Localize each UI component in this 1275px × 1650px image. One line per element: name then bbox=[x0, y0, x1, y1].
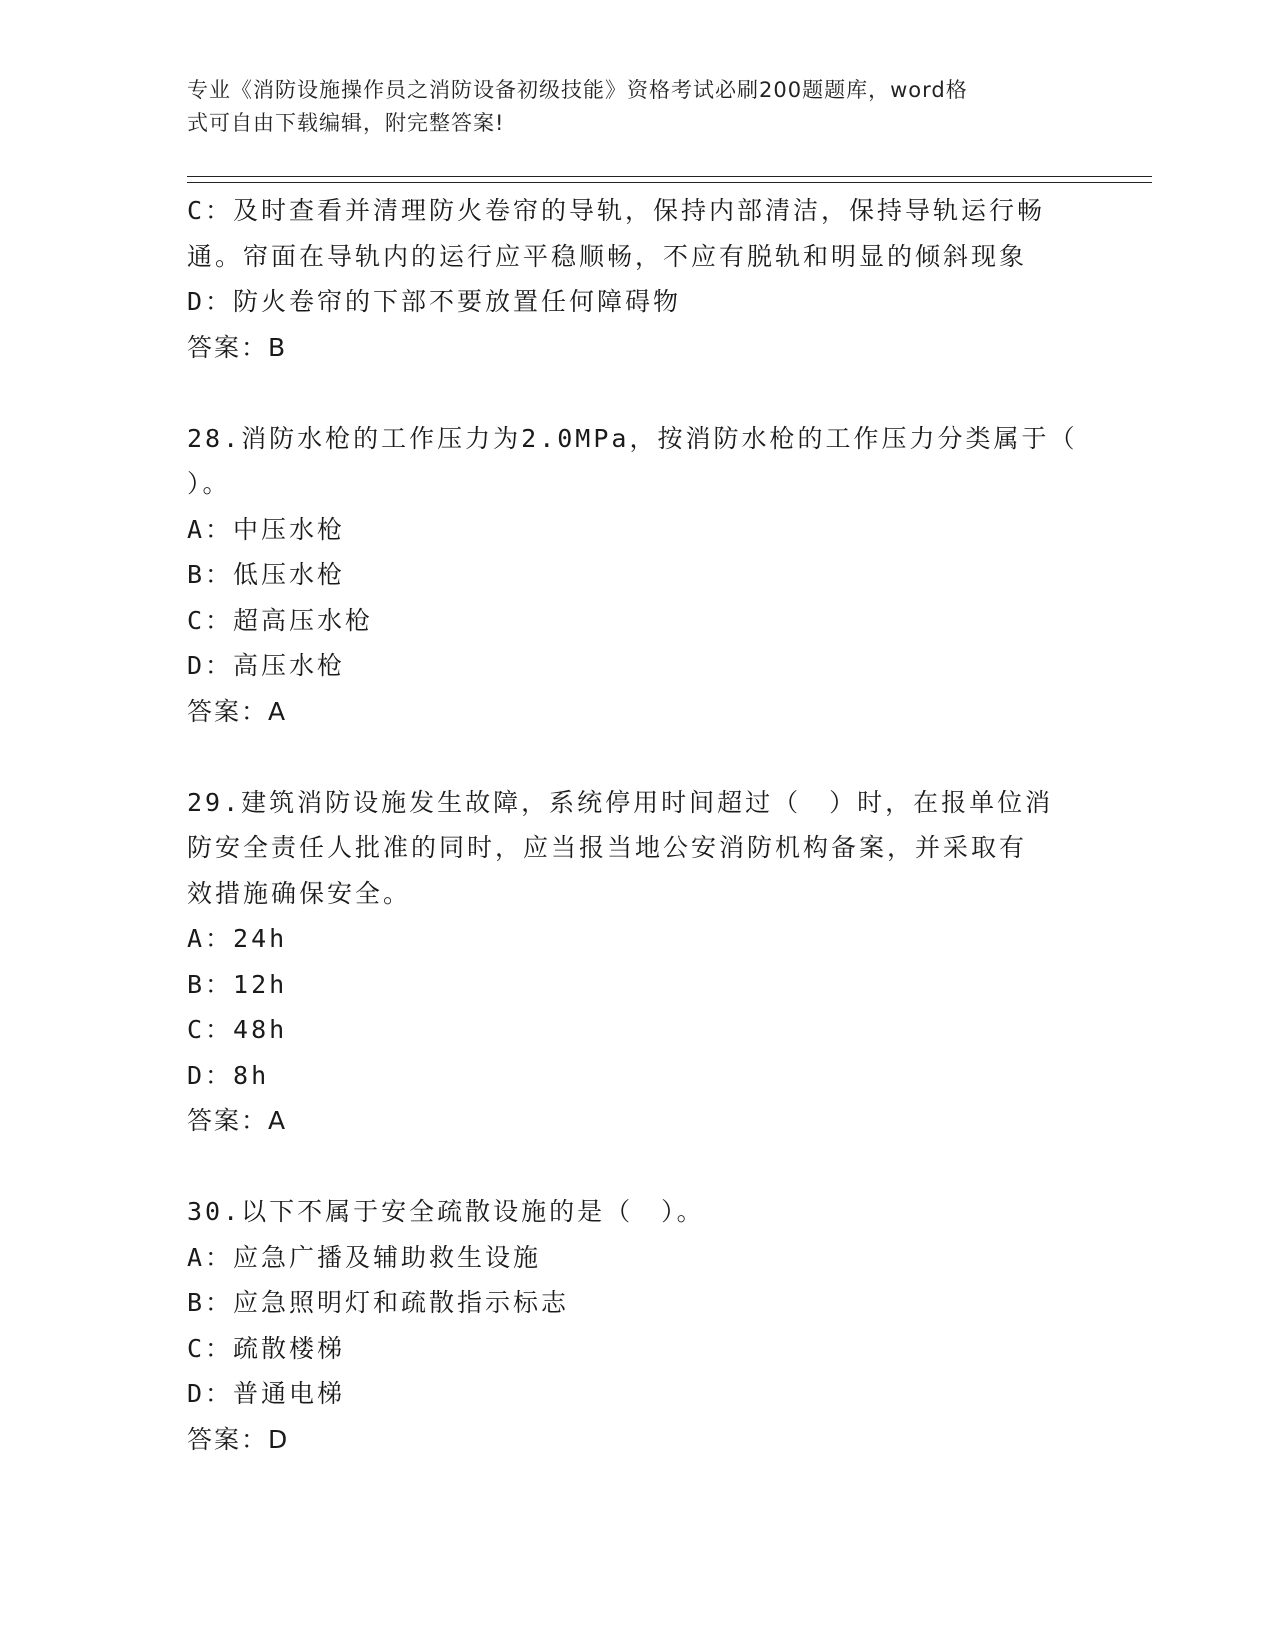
option-d: D：防火卷帘的下部不要放置任何障碍物 bbox=[187, 287, 682, 316]
option-b: B：应急照明灯和疏散指示标志 bbox=[187, 1288, 570, 1317]
question-28 bbox=[187, 416, 1087, 735]
header-rule-top bbox=[187, 176, 1152, 177]
question-30 bbox=[187, 1189, 1087, 1462]
answer: 答案：D bbox=[187, 1424, 290, 1454]
question-stem-line-2: ）。 bbox=[187, 469, 231, 498]
option-a: A：中压水枪 bbox=[187, 514, 346, 544]
question-stem: 30.以下不属于安全疏散设施的是（ ）。 bbox=[187, 1197, 705, 1226]
option-a: A：应急广播及辅助救生设施 bbox=[187, 1242, 542, 1272]
option-b: B：低压水枪 bbox=[187, 560, 346, 589]
option-c: C：48h bbox=[187, 1015, 288, 1044]
header-line-1: 专业《消防设施操作员之消防设备初级技能》资格考试必刷200题题库，word格 bbox=[187, 78, 968, 102]
option-b: B：12h bbox=[187, 969, 288, 999]
header-rule-bottom bbox=[187, 182, 1152, 183]
option-c: C：疏散楼梯 bbox=[187, 1333, 346, 1363]
option-c-line-1: C：及时查看并清理防火卷帘的导轨，保持内部清洁，保持导轨运行畅 bbox=[187, 196, 1046, 225]
question-stem-line-1: 29.建筑消防设施发生故障，系统停用时间超过（ ）时，在报单位消 bbox=[187, 787, 1054, 817]
spacer bbox=[187, 734, 1087, 780]
question-27-tail bbox=[187, 188, 1087, 370]
header-line-2: 式可自由下载编辑，附完整答案! bbox=[187, 111, 505, 135]
document-header bbox=[187, 74, 1067, 140]
answer: 答案：A bbox=[187, 1106, 288, 1135]
option-c-line-2: 通。帘面在导轨内的运行应平稳顺畅，不应有脱轨和明显的倾斜现象 bbox=[187, 241, 1028, 271]
answer: 答案：A bbox=[187, 696, 288, 726]
option-a: A：24h bbox=[187, 924, 288, 953]
answer: 答案：B bbox=[187, 332, 288, 362]
spacer bbox=[187, 370, 1087, 416]
option-d: D：高压水枪 bbox=[187, 651, 346, 680]
question-stem-line-3: 效措施确保安全。 bbox=[187, 878, 412, 908]
option-d: D：8h bbox=[187, 1060, 270, 1090]
spacer bbox=[187, 1144, 1087, 1190]
option-d: D：普通电梯 bbox=[187, 1379, 346, 1408]
question-stem-line-2: 防安全责任人批准的同时，应当报当地公安消防机构备案，并采取有 bbox=[187, 833, 1028, 862]
option-c: C：超高压水枪 bbox=[187, 605, 374, 635]
question-29 bbox=[187, 780, 1087, 1144]
question-content bbox=[187, 188, 1087, 1462]
question-stem-line-1: 28.消防水枪的工作压力为2.0MPa，按消防水枪的工作压力分类属于（ bbox=[187, 423, 1078, 453]
